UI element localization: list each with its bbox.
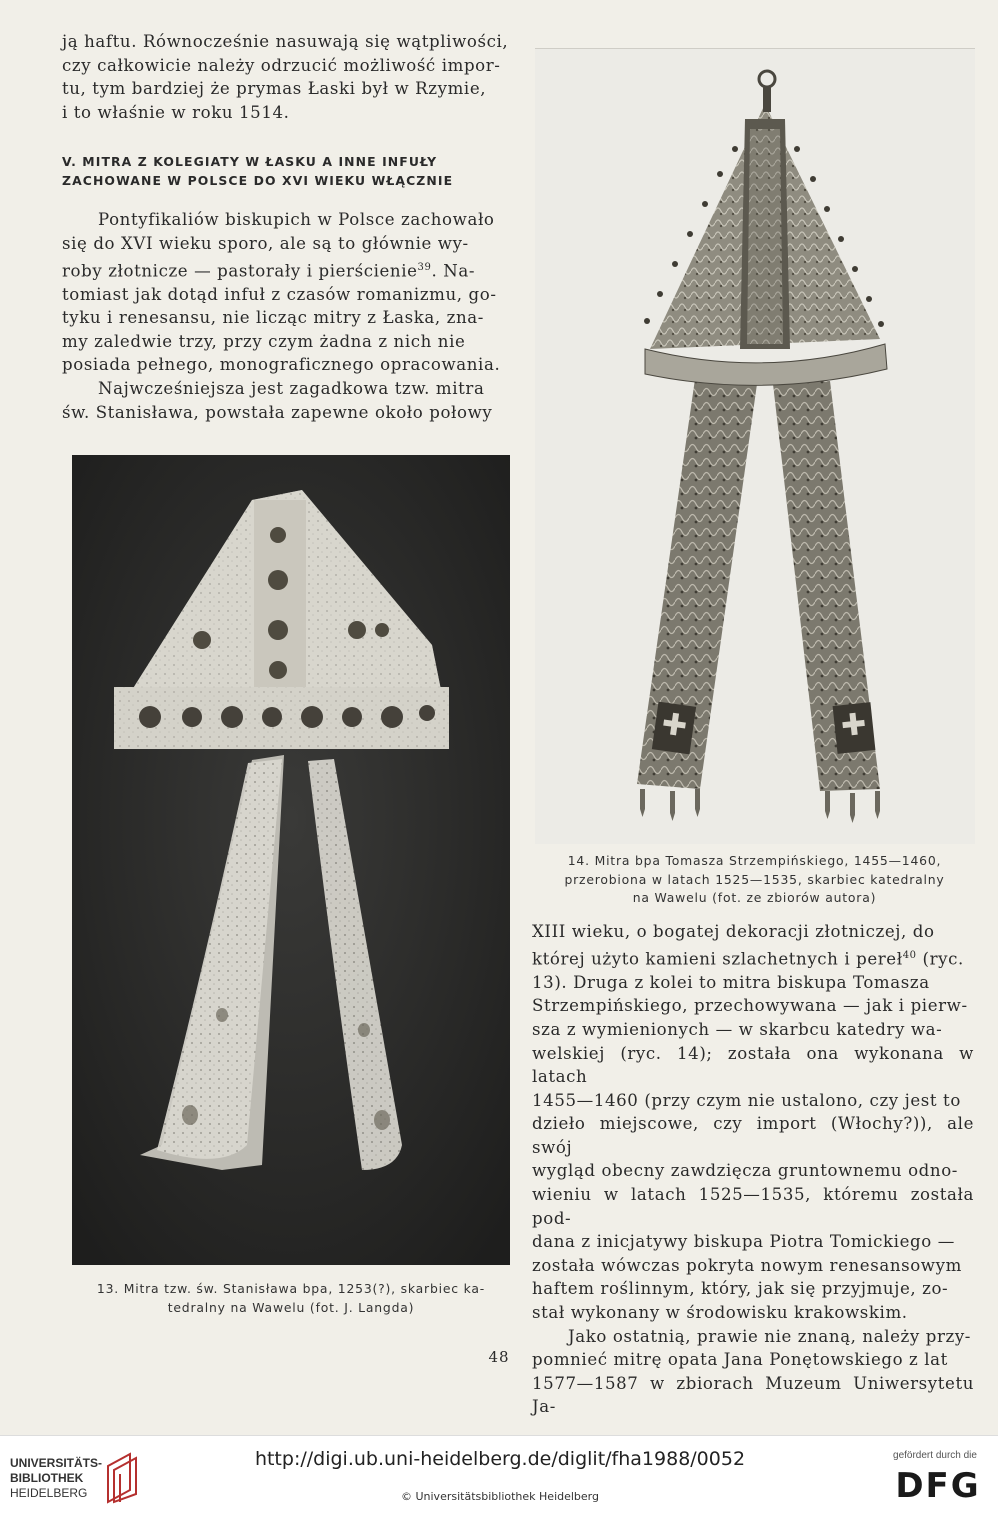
paragraph-xiii-wieku: XIII wieku, o bogatej dekoracji złotniczej, do której użyto kamieni szlachetnych i pereł$^{40}$ (ryc. 13). Druga z kolei to mitra biskupa Tomasza Strzempińskiego, przechowywana — jak i pierw- sza z wymienionych — w skarbcu katedry wa- welskiej (ryc. 14); została ona wykonana w latach 1455—1460 (przy czym nie ustalono, czy jest to dzieło miejscowe, czy import (Włochy?)), ale swój wygląd obecny zawdzięcza gruntownemu odno- wieniu w latach 1525—1535, któremu została pod- dana z inicjatywy biskupa Piotra Tomickiego — została wówczas pokryta nowym renesansowym haftem roślinnym, który, jak się przyjmuje, zo- stał wykonany w środowisku krakowskim.: [532, 922, 974, 1323]
paragraph-pontyfikalia: Pontyfikaliów biskupich w Polsce zachowało się do XVI wieku sporo, ale są to głównie wy- roby złotnicze — pastorały i pierścienie$^{39}$. Na- tomiast jak dotąd infuł z czasów romanizmu, go- tyku i renesansu, nie licząc mitry z Łaska, zna- my zaledwie trzy, przy czym żadna z nich nie posiada pełnego, monograficznego opracowania.: [62, 210, 501, 375]
library-logo[interactable]: UNIVERSITÄTS- BIBLIOTHEK HEIDELBERG: [10, 1456, 103, 1500]
paragraph-jako-ostatnia: Jako ostatnią, prawie nie znaną, należy przy- pomnieć mitrę opata Jana Ponętowskiego z lat 1577—1587 w zbiorach Muzeum Uniwersytetu Ja-: [532, 1326, 974, 1417]
funding-note: gefördert durch die: [893, 1450, 977, 1461]
dfg-logo[interactable]: DFG: [895, 1466, 981, 1506]
permalink-url[interactable]: http://digi.ub.uni-heidelberg.de/diglit/fha1988/0052: [254, 1448, 746, 1470]
right-column: [532, 920, 974, 1419]
figure-13-caption: 13. Mitra tzw. św. Stanisława bpa, 1253(?), skarbiec ka- tedralny na Wawelu (fot. J. Langda): [96, 1281, 486, 1315]
library-emblem-icon: [100, 1452, 140, 1504]
mitre-strzempinski-image: [535, 49, 975, 844]
figure-14-photo: [535, 48, 975, 844]
figure-13-photo: [72, 455, 510, 1265]
page-number: 48: [488, 1348, 510, 1366]
intro-paragraph: ją haftu. Równocześnie nasuwają się wątpliwości, czy całkowicie należy odrzucić możliwość impor- tu, tym bardziej że prymas Łaski był w Rzymie, i to właśnie w roku 1514.: [62, 32, 509, 122]
section-heading: V. MITRA Z KOLEGIATY W ŁASKU A INNE INFUŁY ZACHOWANE W POLSCE DO XVI WIEKU WŁĄCZNIE: [62, 154, 454, 189]
paragraph-najwczesniejsza: Najwcześniejsza jest zagadkowa tzw. mitra św. Stanisława, powstała zapewne około połowy: [62, 379, 493, 422]
footer-bar: [0, 1435, 998, 1518]
mitre-stanislaw-image: [72, 455, 510, 1265]
footnote-39[interactable]: 39: [417, 261, 432, 273]
copyright-notice: © Universitätsbibliothek Heidelberg: [400, 1490, 599, 1503]
figure-14-caption: 14. Mitra bpa Tomasza Strzempińskiego, 1455—1460, przerobiona w latach 1525—1535, skarbiec katedralny na Wawelu (fot. ze zbiorów autora): [564, 853, 945, 905]
footnote-40[interactable]: 40: [902, 949, 917, 961]
left-column: [62, 30, 512, 424]
